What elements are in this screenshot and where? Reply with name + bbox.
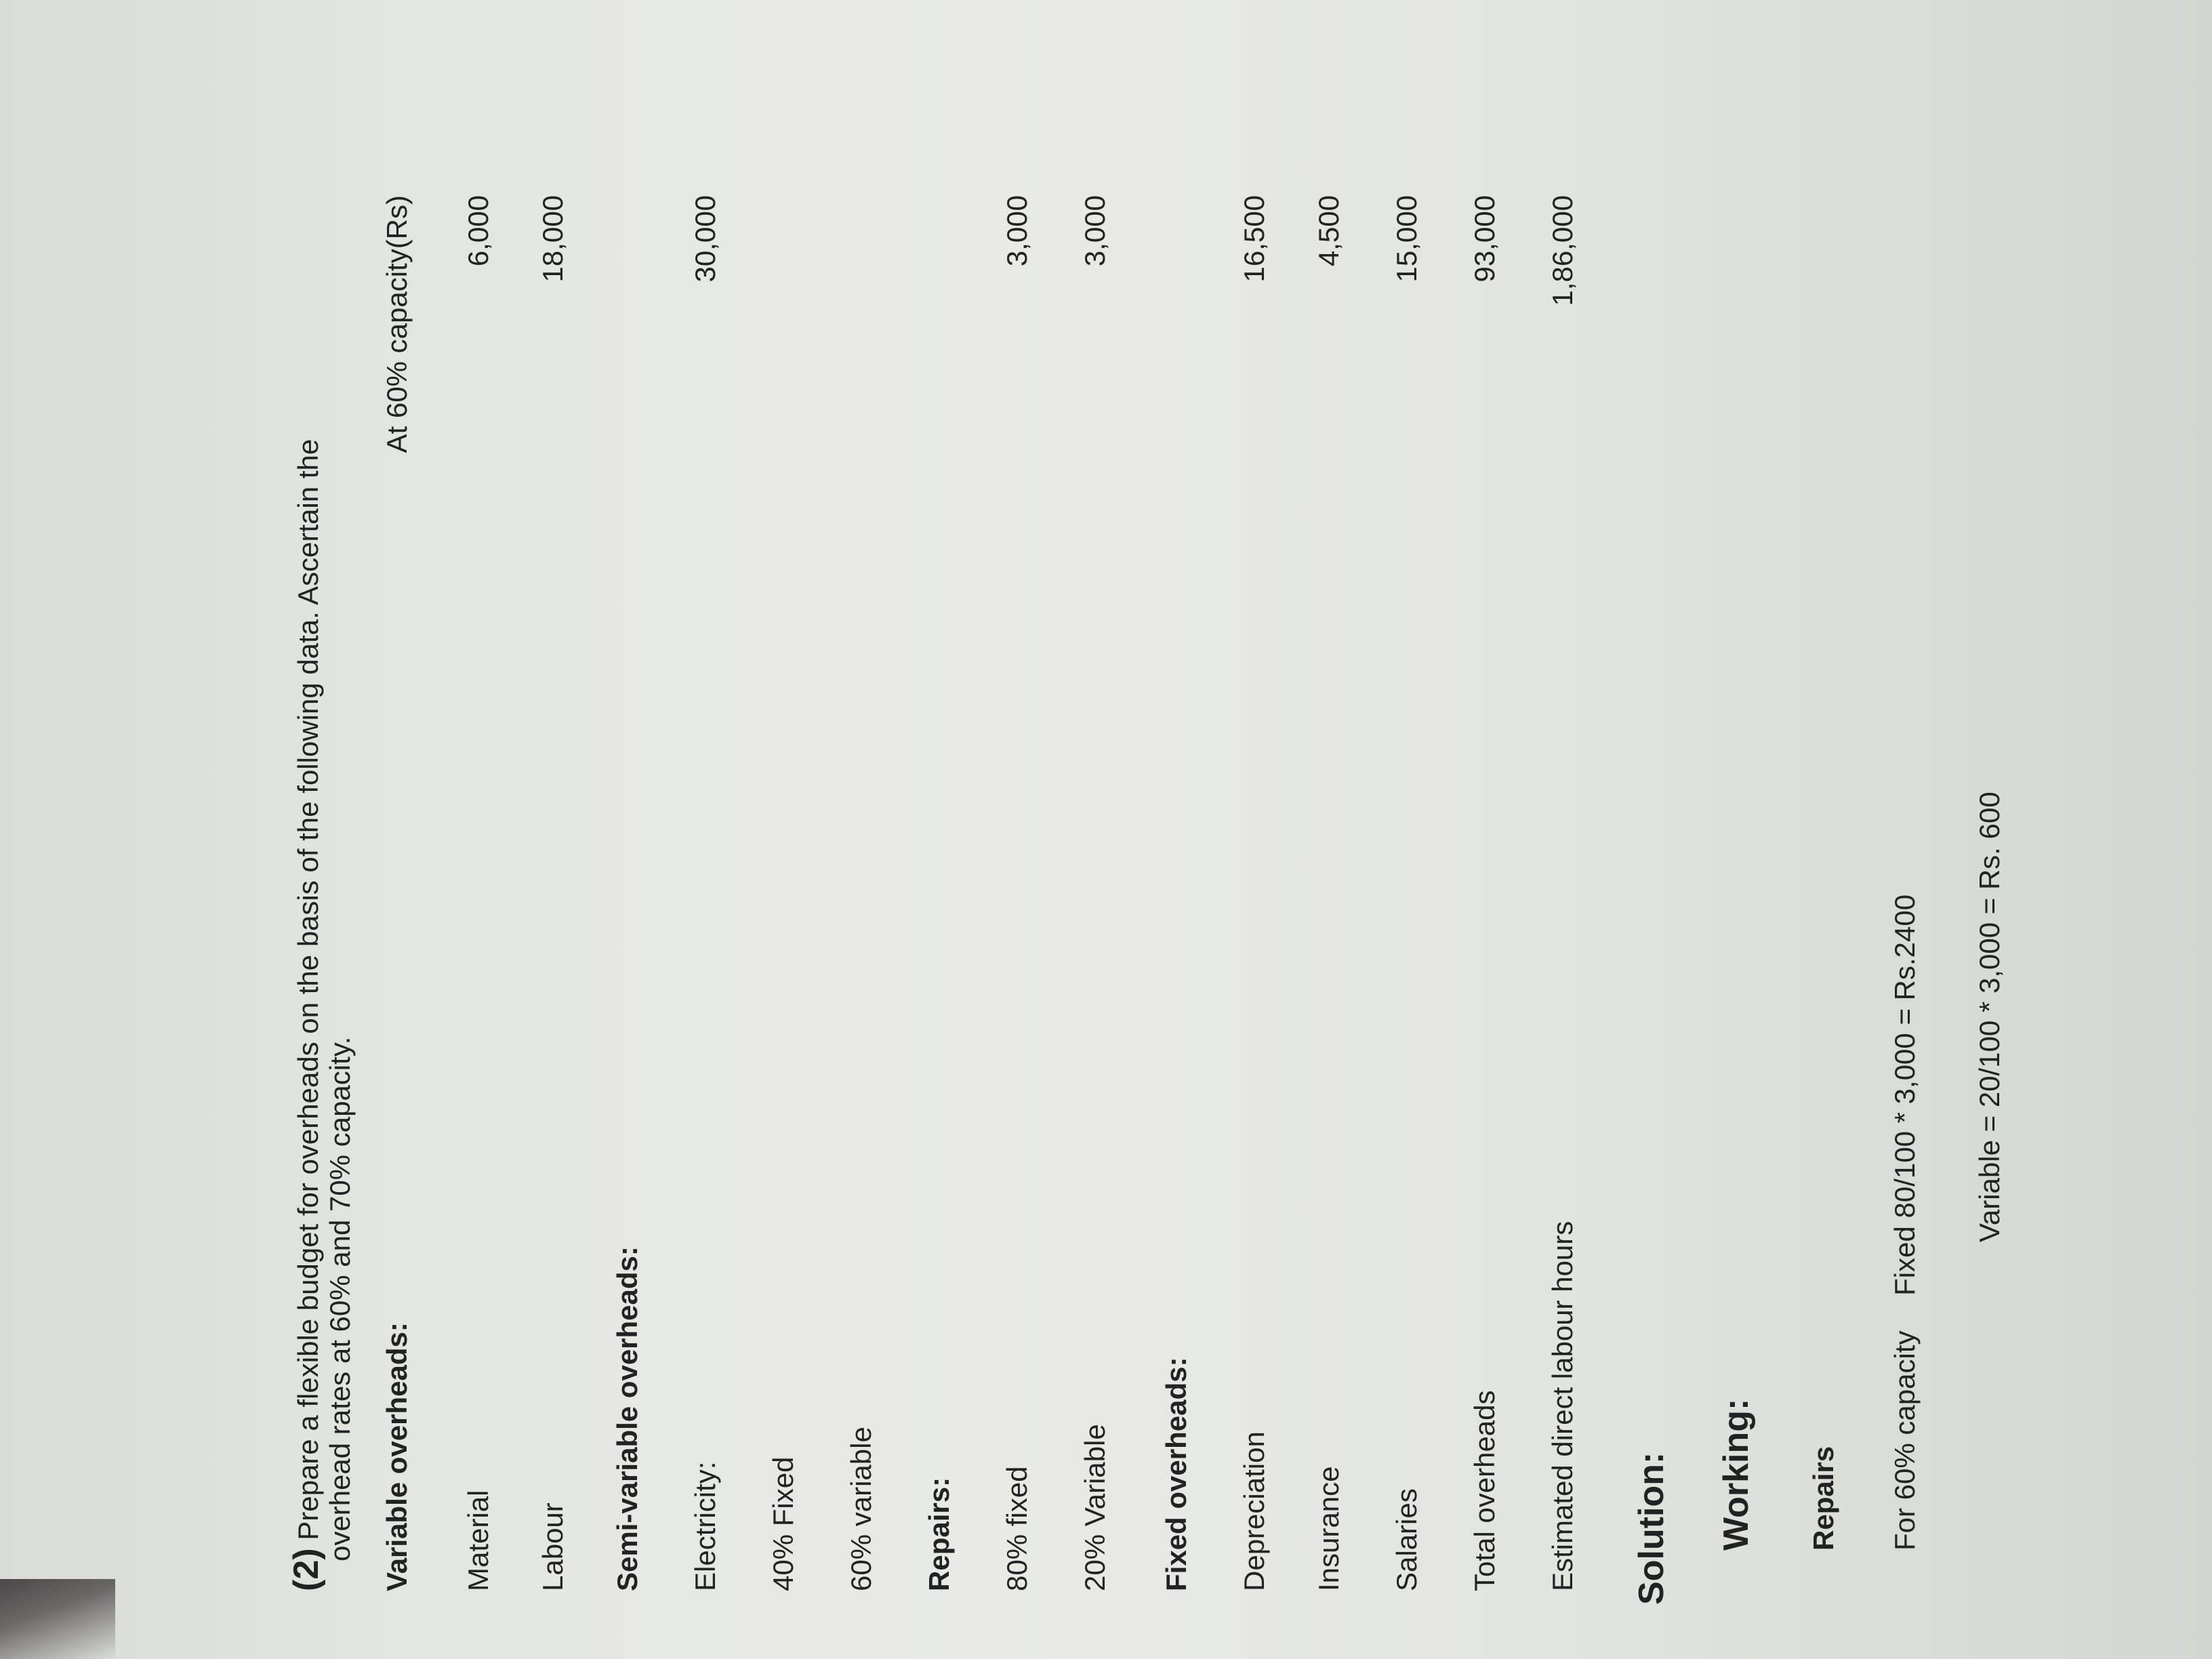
solution-heading: Solution: <box>1632 1452 1671 1605</box>
row-label: 20% Variable <box>1079 1424 1111 1591</box>
row-label: Total overheads <box>1469 1390 1500 1591</box>
table-row <box>922 33 962 1591</box>
row-label: Repairs: <box>923 1477 955 1591</box>
row-value: 6,000 <box>462 195 494 267</box>
table-row <box>766 33 806 1591</box>
column-header: At 60% capacity(Rs) <box>381 195 413 453</box>
table-row <box>1467 33 1508 1591</box>
row-label: Labour <box>537 1502 569 1591</box>
question-line-1: Prepare a flexible budget for overheads on the basis of the following data. Ascertain the <box>292 438 324 1540</box>
row-label: Estimated direct labour hours <box>1547 1221 1578 1591</box>
table-row <box>461 33 501 1591</box>
fixed-calculation: Fixed 80/100 * 3,000 = Rs.2400 <box>1889 894 1921 1296</box>
row-value: 1,86,000 <box>1547 195 1578 306</box>
table-row <box>1000 33 1040 1591</box>
row-label: Salaries <box>1391 1488 1422 1591</box>
section-fixed-overheads: Fixed overheads: <box>1160 1357 1192 1591</box>
calc-line-fixed <box>1887 895 1923 1551</box>
row-value: 18,000 <box>537 195 569 283</box>
table-row <box>844 33 884 1591</box>
row-value: 4,500 <box>1313 195 1345 267</box>
row-label: Electricity: <box>689 1461 721 1591</box>
variable-calculation: Variable = 20/100 * 3,000 = Rs. 600 <box>1973 792 2005 1242</box>
row-label: Material <box>462 1490 494 1591</box>
row-label: Depreciation <box>1238 1431 1270 1591</box>
row-value: 16,500 <box>1238 195 1270 283</box>
section-variable-overheads: Variable overheads: <box>381 1322 413 1591</box>
row-label: 60% variable <box>845 1427 877 1591</box>
document-page <box>285 33 2182 1605</box>
table-row <box>1311 33 1352 1591</box>
row-value: 3,000 <box>1001 195 1033 267</box>
section-semi-variable-overheads: Semi-variable overheads: <box>611 1246 643 1591</box>
question-number: (2) <box>287 1548 326 1591</box>
row-value: 30,000 <box>689 195 721 283</box>
section-row <box>610 33 651 1591</box>
background-shadow <box>0 1579 115 1659</box>
table-row <box>1078 33 1118 1591</box>
row-value: 15,000 <box>1391 195 1422 283</box>
table-row <box>688 33 729 1591</box>
working-heading: Working: <box>1717 1398 1756 1551</box>
row-label: Insurance <box>1313 1466 1345 1591</box>
row-value: 3,000 <box>1079 195 1111 267</box>
row-value: 93,000 <box>1469 195 1500 283</box>
row-label: 40% Fixed <box>767 1456 799 1591</box>
table-row <box>1237 33 1277 1591</box>
table-row <box>535 33 576 1591</box>
table-row <box>1389 33 1430 1591</box>
section-row <box>1159 33 1200 1591</box>
repairs-heading: Repairs <box>1807 1446 1839 1551</box>
capacity-label: For 60% capacity <box>1889 1330 1921 1551</box>
row-label: 80% fixed <box>1001 1466 1033 1591</box>
header-row <box>380 33 420 1591</box>
question-line-2: overhead rates at 60% and 70% capacity. <box>324 1036 356 1561</box>
table-row <box>1545 33 1586 1591</box>
